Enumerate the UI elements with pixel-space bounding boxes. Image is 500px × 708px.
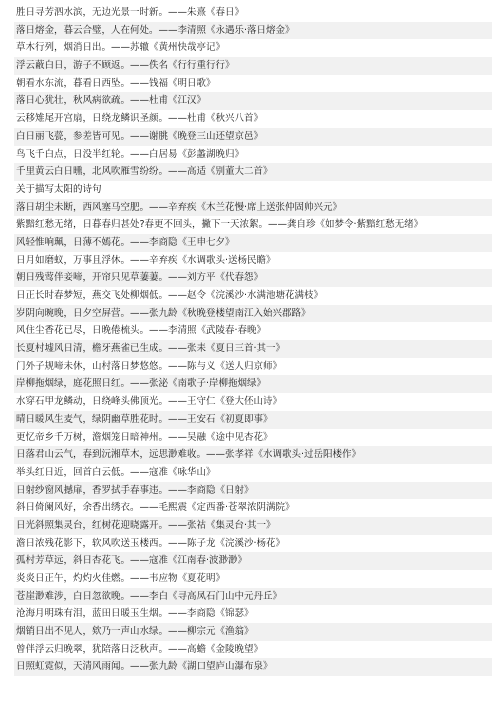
poem-line: 朝看水东流，暮看日西坠。——钱福《明日歌》 [16, 77, 216, 89]
poem-line: 日照虹霓似，天清风雨闻。——张九龄《湖口望庐山瀑布泉》 [14, 658, 492, 676]
poem-line: 岁阴向晼晚，日夕空屏营。——张九龄《秋晚登楼望南江入始兴郡路》 [14, 305, 492, 323]
poem-line: 曾伴浮云归晚翠，犹陪落日泛秋声。——高蟾《金陵晚望》 [16, 643, 264, 655]
section-heading: 关于描写太阳的诗句 [16, 183, 102, 195]
poem-line: 烟销日出不见人，欸乃一声山水绿。——柳宗元《渔翁》 [14, 623, 492, 641]
poem-line: 沧海月明珠有泪，蓝田日暖玉生烟。——李商隐《锦瑟》 [16, 608, 254, 620]
poem-line: 千里黄云白日曛，北风吹雁雪纷纷。——高适《别董大二首》 [14, 163, 492, 181]
poem-line: 炎炎日正午，灼灼火佳燃。——韦应物《夏花明》 [16, 573, 226, 585]
poem-line: 鸟飞千白点，日没半红轮。——白居易《彭蠡湖晚归》 [16, 148, 245, 160]
poem-line: 门外子规啼未休，山村落日梦悠悠。——陈与义《送人归京师》 [16, 360, 283, 372]
poem-line: 日正长时春梦短，燕交飞处柳烟低。——赵令《浣溪沙·水满池塘花满枝》 [16, 290, 324, 302]
poem-line: 云移雉尾开宫扇，日绕龙鳞识圣颜。——杜甫《秋兴八首》 [16, 113, 264, 125]
poem-line: 落日胡尘未断，西风塞马空肥。——辛弃疾《木兰花慢·席上送张仲固帅兴元》 [14, 199, 492, 217]
poem-line: 紫黯红愁无绪，日暮春归甚处?春更不回头，撇下一天浓絮。——龚自珍《如梦令·紫黯红愁无绪》 [16, 219, 424, 231]
poem-line: 浮云蔽白日，游子不顾返。——佚名《行行重行行》 [14, 57, 492, 75]
poem-line: 胜日寻芳泗水滨，无边光景一时新。——朱熹《春日》 [16, 7, 245, 18]
poem-line: 风轻惟响珮，日薄不嫣花。——李商隐《王申七夕》 [14, 234, 492, 252]
poem-line: 日光斜照集灵台，红树花迎晓露开。——张祜《集灵台·其一》 [14, 517, 492, 535]
poem-line: 日月如磨蚁，万事且浮休。——辛弃疾《水调歌头·送杨民瞻》 [16, 254, 276, 266]
poem-line: 草木行列，烟消日出。——苏辙《黄州快哉亭记》 [16, 42, 226, 54]
poem-line-list [14, 4, 492, 676]
poem-line: 举头红日近，回首白云低。——寇准《咏华山》 [16, 466, 216, 478]
poem-line: 长夏村墟风日清，檐牙燕雀已生成。——张耒《夏日三首·其一》 [14, 340, 492, 358]
poem-line: 孤村芳草远，斜日杏花飞。——寇准《江南春·波渺渺》 [14, 552, 492, 570]
poem-line: 落日熔金，暮云合璧，人在何处。——李清照《永遇乐·落日熔金》 [14, 22, 492, 40]
poem-line: 澹日浓残花影下，软风吹送玉楼西。——陈子龙《浣溪沙·杨花》 [16, 537, 286, 549]
poem-line: 日射纱窗风撼扉，香罗拭手春事违。——李商隐《日射》 [14, 482, 492, 500]
poem-line: 日落君山云气，春到沅湘草木，远思渺难收。——张孝祥《水调歌头·过岳阳楼作》 [14, 446, 492, 464]
poem-line: 苍崖渺难涉，白日忽欲晚。——李白《寻高凤石门山中元丹丘》 [14, 588, 492, 606]
poem-line: 风住尘香花已尽，日晚倦梳头。——李清照《武陵春·春晚》 [16, 325, 267, 337]
poem-line: 朝日残莺伴妾啼，开帘只见草萋萋。——刘方平《代春怨》 [14, 269, 492, 287]
poem-line: 水穿石甲龙鳞动，日绕峰头佛顶光。——王守仁《登大伾山诗》 [16, 396, 283, 408]
poem-line: 落日心犹壮，秋风病欲疏。——杜甫《江汉》 [14, 92, 492, 110]
poem-line: 岸柳拖烟绿，庭花照日红。——张泌《南歌子·岸柳拖烟绿》 [14, 375, 492, 393]
poem-line: 更忆帝乡千万树，澹烟笼日暗神州。——吴融《途中见杏花》 [16, 431, 273, 443]
poem-line: 白日丽飞甍，参差皆可见。——谢朓《晚登三山还望京邑》 [14, 128, 492, 146]
poem-line: 晴日暖风生麦气，绿阴幽草胜花时。——王安石《初夏即事》 [14, 411, 492, 429]
poem-line: 斜日倚阑风好，余香出绣衣。——毛熙震《定西番·苍翠浓阴满院》 [16, 502, 295, 514]
